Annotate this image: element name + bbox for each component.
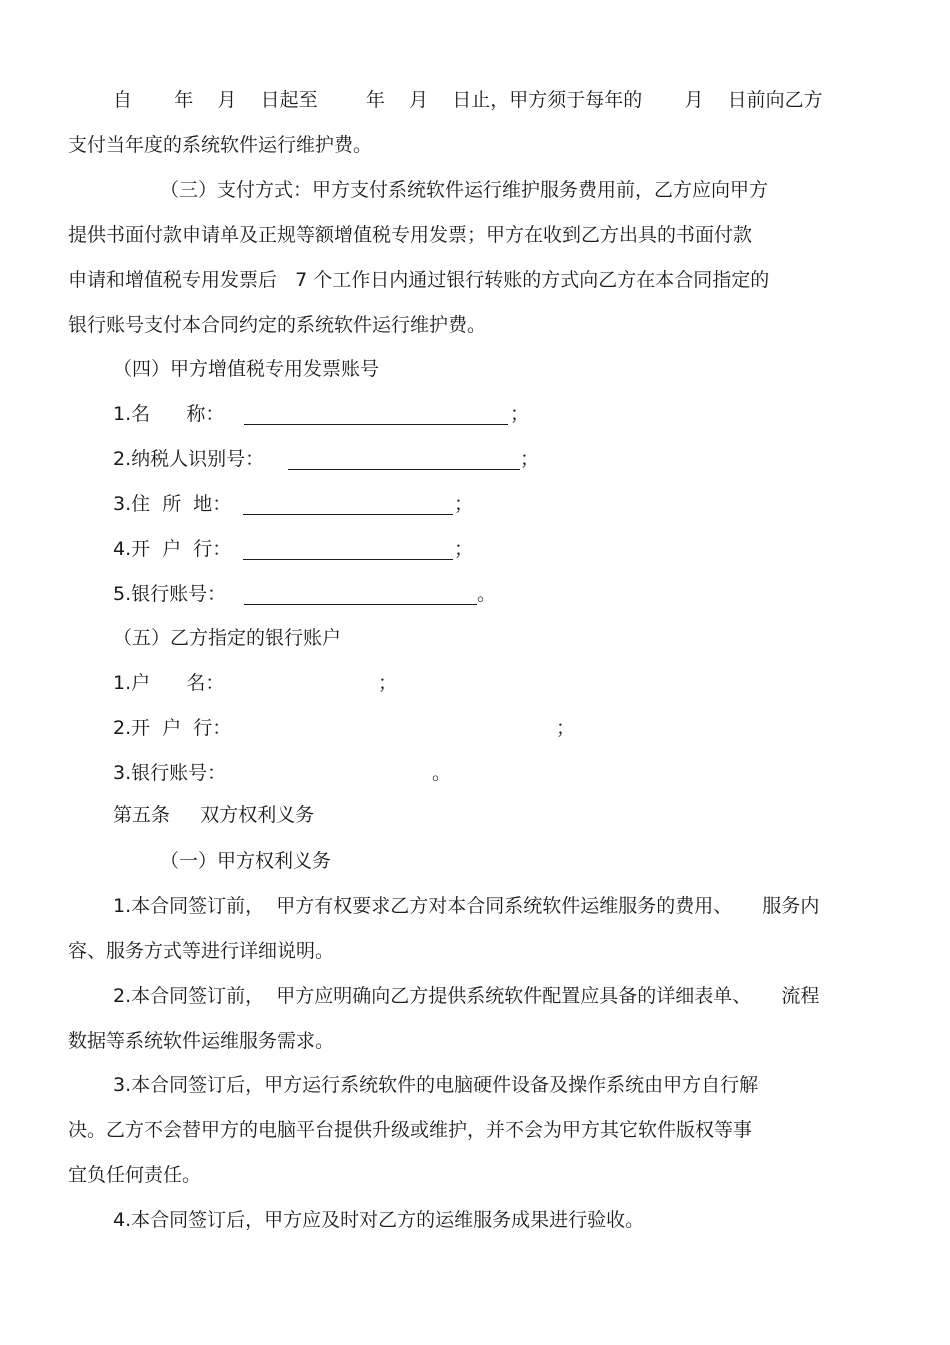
section3-line-1: （三）支付方式：甲方支付系统软件运行维护服务费用前，乙方应向甲方 xyxy=(160,179,769,201)
section3-line-4: 银行账号支付本合同约定的系统软件运行维护费。 xyxy=(68,314,487,336)
item1-line-1: 1.本合同签订前， 甲方有权要求乙方对本合同系统软件运维服务的费用、 服务内 xyxy=(113,895,820,917)
item3-line-2: 决。乙方不会替甲方的电脑平台提供升级或维护，并不会为甲方其它软件版权等事 xyxy=(68,1119,753,1141)
item2-line-1: 2.本合同签订前， 甲方应明确向乙方提供系统软件配置应具备的详细表单、 流程 xyxy=(113,985,820,1007)
section3-line-2: 提供书面付款申请单及正规等额增值税专用发票；甲方在收到乙方出具的书面付款 xyxy=(68,224,753,246)
party-b-label-bank: 2.开 户 行： xyxy=(113,717,232,739)
field-end-account: 。 xyxy=(477,583,497,605)
blank-line-address[interactable] xyxy=(243,514,453,515)
item3-line-1: 3.本合同签订后，甲方运行系统软件的电脑硬件设备及操作系统由甲方自行解 xyxy=(113,1074,759,1096)
item4-line-1: 4.本合同签订后，甲方应及时对乙方的运维服务成果进行验收。 xyxy=(113,1209,645,1231)
field-end-address: ； xyxy=(454,493,474,515)
section3-line-3: 申请和增值税专用发票后 7 个工作日内通过银行转账的方式向乙方在本合同指定的 xyxy=(68,269,770,291)
field-label-bank: 4.开 户 行： xyxy=(113,538,232,560)
item1-line-2: 容、服务方式等进行详细说明。 xyxy=(68,940,335,962)
field-end-taxpayer-id: ； xyxy=(520,448,540,470)
field-label-address: 3.住 所 地： xyxy=(113,493,232,515)
field-end-bank: ； xyxy=(454,538,474,560)
blank-line-bank[interactable] xyxy=(243,559,453,560)
payment-period-line-1: 自 年 月 日起至 年 月 日止，甲方须于每年的 月 日前向乙方 xyxy=(113,89,823,111)
blank-line-name[interactable] xyxy=(244,424,508,425)
field-label-name: 1.名 称： xyxy=(113,403,225,425)
item2-line-2: 数据等系统软件运维服务需求。 xyxy=(68,1030,335,1052)
section4-heading: （四）甲方增值税专用发票账号 xyxy=(113,358,380,380)
field-end-name: ； xyxy=(510,403,530,425)
party-b-end-name: ； xyxy=(378,672,398,694)
blank-line-taxpayer-id[interactable] xyxy=(288,469,520,470)
party-b-end-account: 。 xyxy=(432,762,452,784)
article5-heading: 第五条 双方权利义务 xyxy=(113,804,315,826)
item3-line-3: 宜负任何责任。 xyxy=(68,1164,202,1186)
field-label-account: 5.银行账号： xyxy=(113,583,227,605)
party-b-label-account: 3.银行账号： xyxy=(113,762,227,784)
party-b-label-name: 1.户 名： xyxy=(113,672,225,694)
field-label-taxpayer-id: 2.纳税人识别号： xyxy=(113,448,265,470)
section5-heading: （五）乙方指定的银行账户 xyxy=(113,627,342,649)
payment-period-line-2: 支付当年度的系统软件运行维护费。 xyxy=(68,134,373,156)
blank-line-account[interactable] xyxy=(244,604,477,605)
article5-sub-heading: （一）甲方权利义务 xyxy=(160,850,332,872)
party-b-end-bank: ； xyxy=(556,717,576,739)
